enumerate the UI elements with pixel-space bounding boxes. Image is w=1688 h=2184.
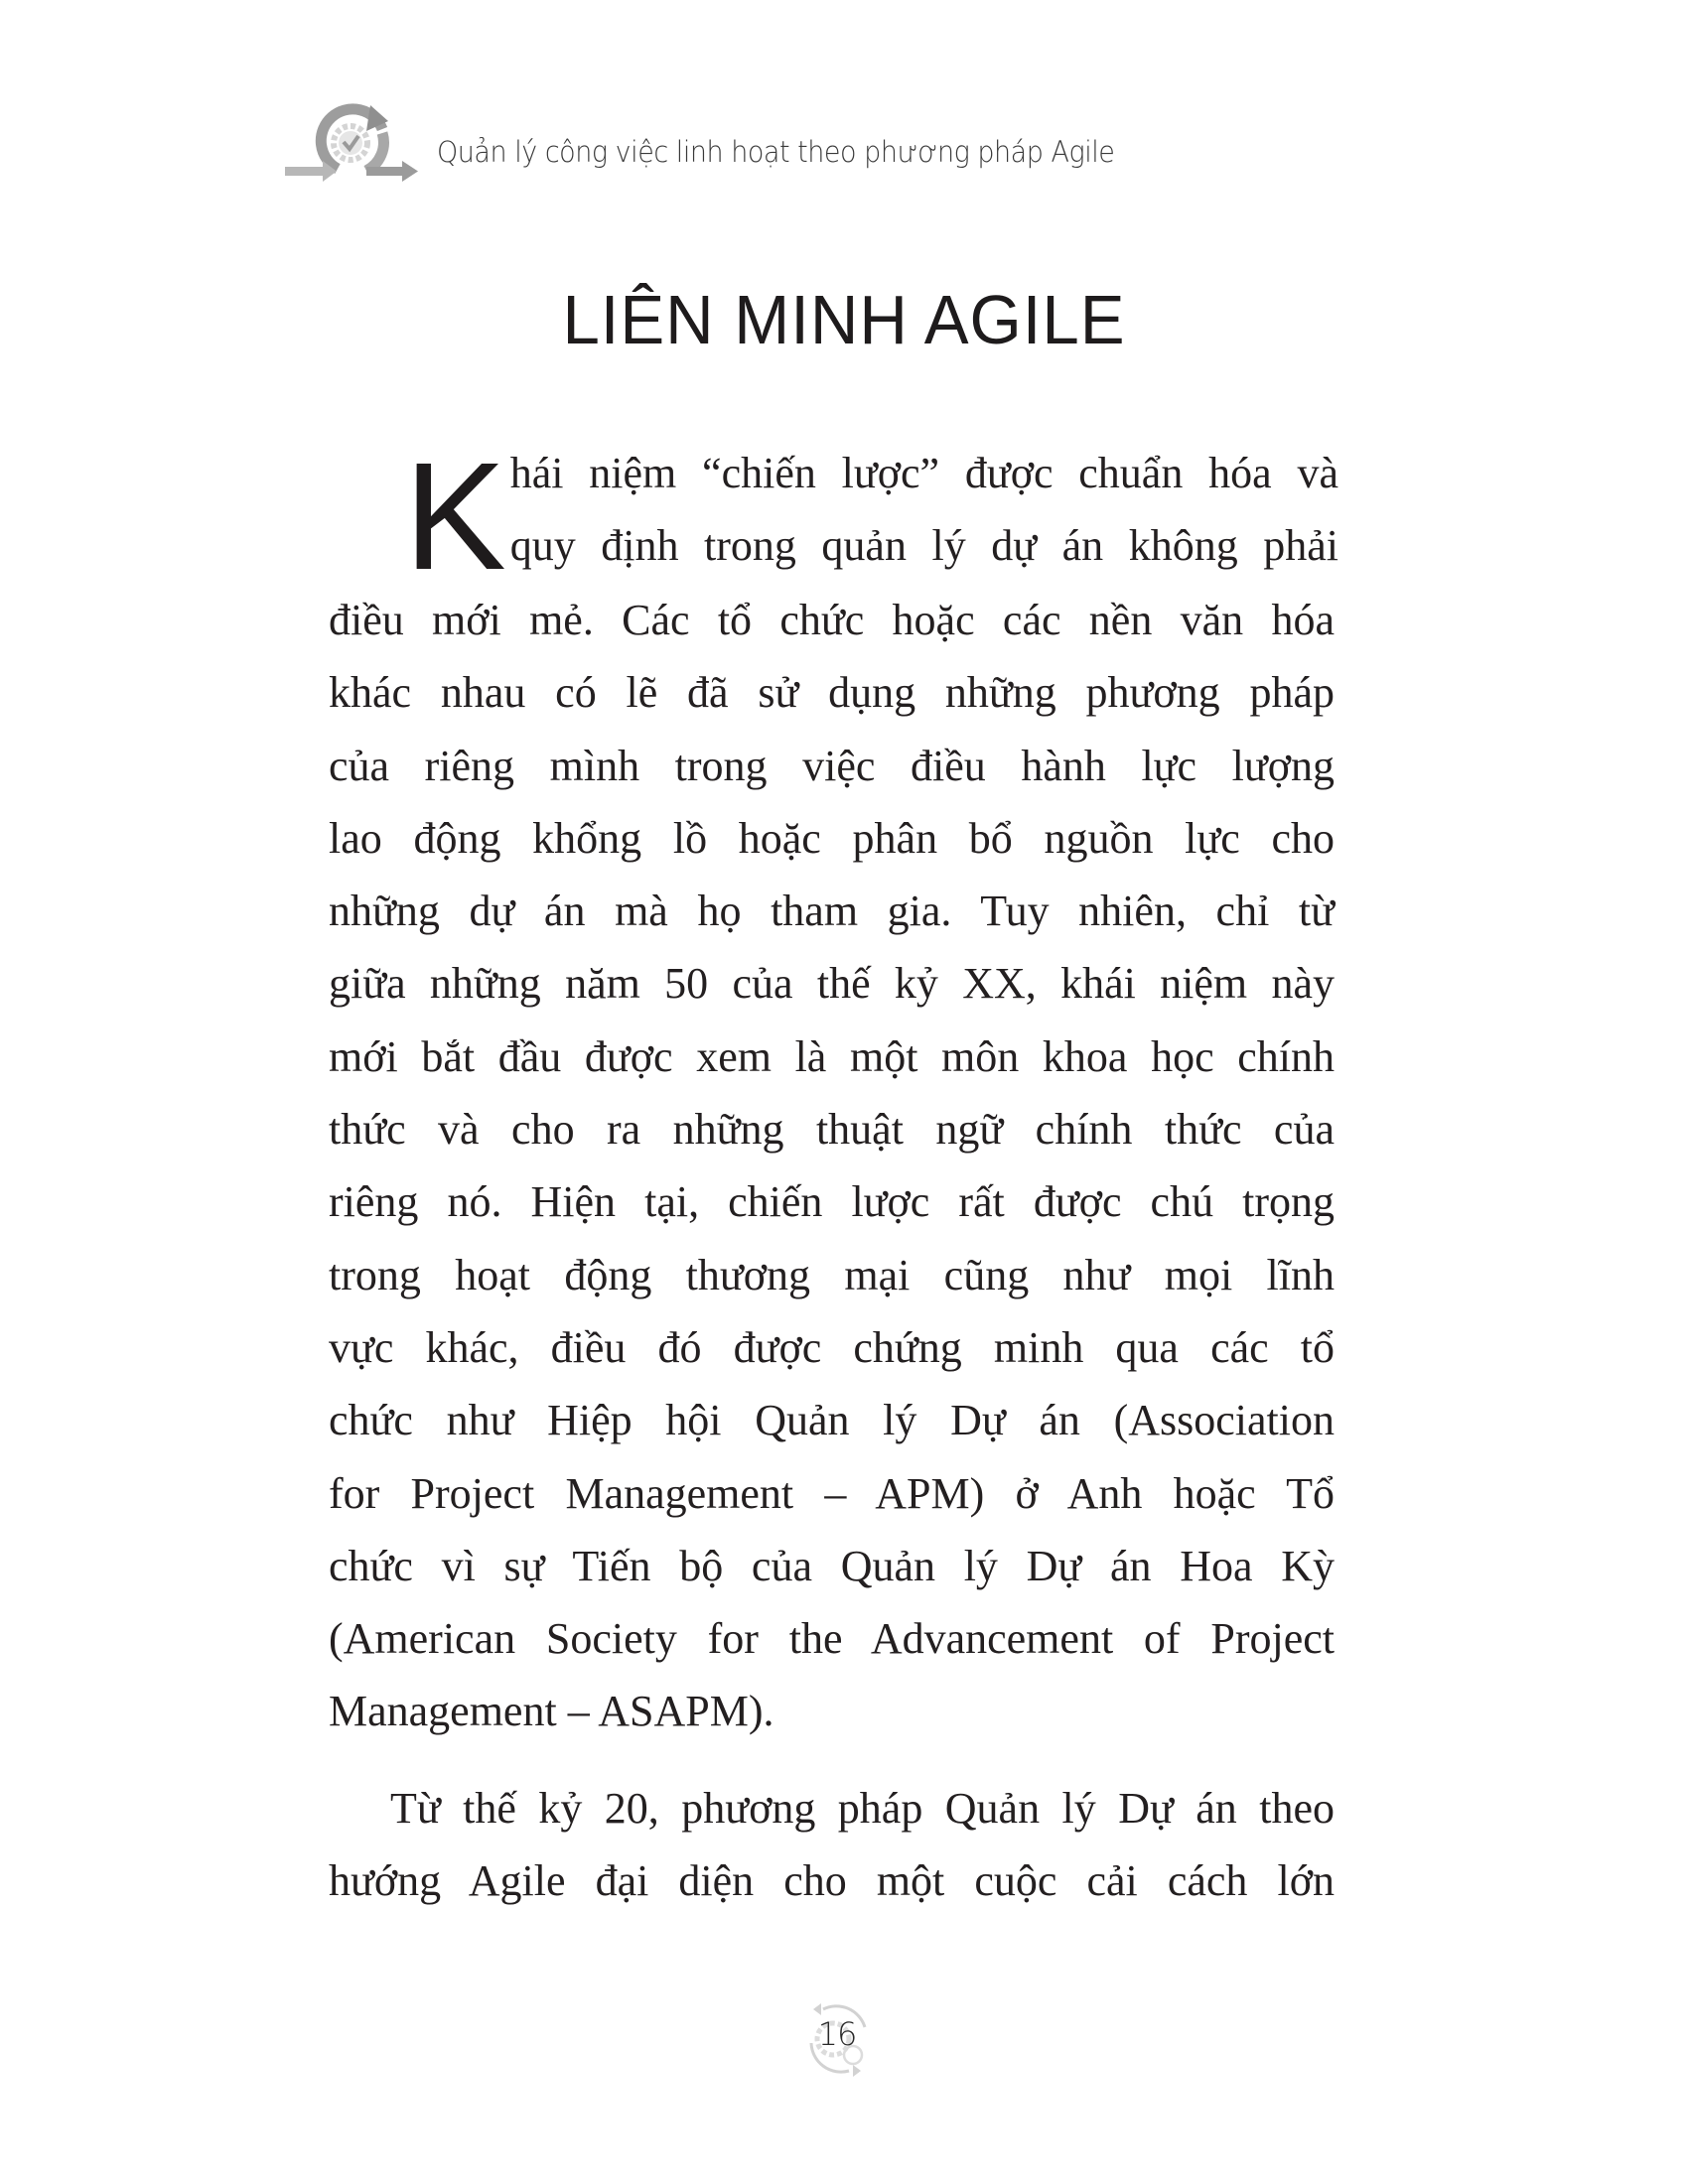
text-line: trong hoạt động thương mại cũng như mọi lĩnh xyxy=(329,1250,1335,1299)
text-line: hướng Agile đại diện cho một cuộc cải cách lớn xyxy=(329,1856,1335,1906)
paragraph xyxy=(329,431,1338,1748)
running-title: Quản lý công việc linh hoạt theo phương pháp Agile xyxy=(437,135,1115,169)
text-line: những dự án mà họ tham gia. Tuy nhiên, chỉ từ xyxy=(329,887,1335,936)
text-line: lao động khổng lồ hoặc phân bổ nguồn lực cho xyxy=(329,813,1335,863)
text-line: riêng nó. Hiện tại, chiến lược rất được chú trọng xyxy=(329,1177,1335,1227)
text-line: của riêng mình trong việc điều hành lực lượng xyxy=(329,741,1335,790)
page-number-block xyxy=(787,1987,887,2087)
text-line: khác nhau có lẽ đã sử dụng những phương pháp xyxy=(329,668,1335,718)
text-line: vực khác, điều đó được chứng minh qua các tổ xyxy=(329,1322,1335,1372)
text-line: thức và cho ra những thuật ngữ chính thức của xyxy=(329,1105,1335,1155)
paragraph xyxy=(329,1772,1335,1918)
text-line: chức như Hiệp hội Quản lý Dự án (Association xyxy=(329,1396,1335,1445)
text-line: hái niệm “chiến lược” được chuẩn hóa và xyxy=(509,449,1338,497)
text-line: giữa những năm 50 của thế kỷ XX, khái niệm này xyxy=(329,959,1335,1009)
text-line: quy định trong quản lý dự án không phải xyxy=(509,521,1338,571)
page-number: 16 xyxy=(817,2015,857,2053)
text-line: điều mới mẻ. Các tổ chức hoặc các nền văn hóa xyxy=(329,596,1335,644)
text-line: Từ thế kỷ 20, phương pháp Quản lý Dự án theo xyxy=(390,1783,1335,1833)
text-line: mới bắt đầu được xem là một môn khoa học chính xyxy=(329,1031,1335,1081)
body-text xyxy=(329,431,1338,1917)
drop-cap: K xyxy=(404,431,506,602)
agile-cycle-gear-check-icon xyxy=(283,99,422,189)
text-line: Management – ASAPM). xyxy=(329,1687,774,1736)
text-line: (American Society for the Advancement of Project xyxy=(329,1614,1335,1664)
running-header xyxy=(283,99,1276,189)
chapter-title: LIÊN MINH AGILE xyxy=(562,281,1126,358)
text-line: for Project Management – APM) ở Anh hoặc Tổ xyxy=(329,1468,1335,1518)
text-line: chức vì sự Tiến bộ của Quản lý Dự án Hoa Kỳ xyxy=(329,1541,1335,1590)
